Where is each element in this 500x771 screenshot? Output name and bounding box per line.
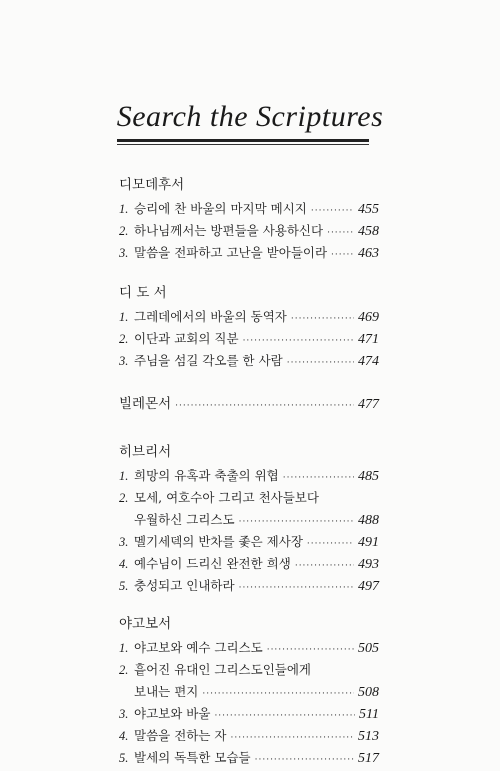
toc-entry[interactable] bbox=[119, 465, 379, 487]
toc-section-hebrews bbox=[119, 443, 379, 597]
entry-page: 505 bbox=[358, 641, 379, 656]
entry-title: 흩어진 유대인 그리스도인들에게 bbox=[134, 662, 311, 677]
entry-number: 3. bbox=[119, 707, 129, 721]
entry-page: 477 bbox=[358, 397, 379, 412]
dot-leader bbox=[287, 352, 354, 374]
section-heading: 빌레몬서 bbox=[119, 396, 172, 412]
entry-page: 491 bbox=[358, 535, 379, 550]
entry-number: 2. bbox=[119, 224, 129, 238]
entry-page: 511 bbox=[359, 707, 379, 722]
entry-title: 야고보와 바울 bbox=[134, 706, 211, 721]
entry-title: 주님을 섬길 각오를 한 사람 bbox=[134, 353, 283, 368]
entry-number: 2. bbox=[119, 663, 129, 677]
toc-section-2-timothy bbox=[119, 176, 379, 264]
entry-page: 488 bbox=[358, 513, 379, 528]
toc-entry[interactable] bbox=[119, 198, 379, 220]
title-rule-thick bbox=[117, 139, 369, 142]
entry-number: 4. bbox=[119, 729, 129, 743]
toc-entry[interactable] bbox=[119, 350, 379, 372]
dot-leader bbox=[291, 308, 354, 330]
entry-number: 2. bbox=[119, 491, 129, 505]
section-spacer bbox=[119, 597, 379, 615]
entry-title: 우월하신 그리스도 bbox=[134, 512, 235, 527]
toc-entry[interactable] bbox=[119, 328, 379, 350]
entry-page: 508 bbox=[358, 685, 379, 700]
toc-entry-continuation[interactable] bbox=[119, 509, 379, 531]
entry-title: 발세의 독특한 모습들 bbox=[134, 750, 251, 765]
toc-entry[interactable] bbox=[119, 575, 379, 597]
entry-title: 승리에 찬 바울의 마지막 메시지 bbox=[134, 201, 307, 216]
toc-entry[interactable] bbox=[119, 487, 379, 509]
title-rule-thin bbox=[117, 144, 369, 145]
entry-title: 충성되고 인내하라 bbox=[134, 578, 235, 593]
page-title: Search the Scriptures bbox=[116, 100, 384, 133]
section-heading: 디 도 서 bbox=[119, 285, 167, 301]
section-heading: 야고보서 bbox=[119, 616, 172, 632]
toc-section-philemon bbox=[119, 395, 379, 413]
dot-leader bbox=[243, 330, 354, 352]
entry-title: 말씀을 전파하고 고난을 받아들이라 bbox=[134, 245, 328, 260]
entry-number: 1. bbox=[119, 641, 129, 655]
entry-number: 3. bbox=[119, 354, 129, 368]
toc-entry[interactable] bbox=[119, 637, 379, 659]
dot-leader bbox=[202, 683, 354, 705]
entry-title: 하나님께서는 방편들을 사용하신다 bbox=[134, 223, 324, 238]
entry-title: 말씀을 전하는 자 bbox=[134, 728, 227, 743]
toc-entry[interactable] bbox=[119, 531, 379, 553]
entry-title: 예수님이 드리신 완전한 희생 bbox=[134, 556, 291, 571]
toc-entry[interactable] bbox=[119, 703, 379, 725]
dot-leader bbox=[255, 749, 354, 771]
entry-number: 5. bbox=[119, 751, 129, 765]
toc-entry-continuation[interactable] bbox=[119, 681, 379, 703]
entry-number: 3. bbox=[119, 246, 129, 260]
entry-title: 멜기세덱의 반차를 좇은 제사장 bbox=[134, 534, 303, 549]
dot-leader bbox=[214, 705, 355, 727]
dot-leader bbox=[239, 511, 354, 533]
entry-title: 보내는 편지 bbox=[134, 684, 199, 699]
entry-page: 497 bbox=[358, 579, 379, 594]
entry-title: 야고보와 예수 그리스도 bbox=[134, 640, 263, 655]
toc-entry[interactable] bbox=[119, 747, 379, 769]
toc-section-james bbox=[119, 615, 379, 769]
dot-leader bbox=[175, 397, 354, 415]
entry-number: 1. bbox=[119, 310, 129, 324]
entry-title: 그레데에서의 바울의 동역자 bbox=[134, 309, 287, 324]
entry-number: 1. bbox=[119, 202, 129, 216]
section-spacer bbox=[119, 264, 379, 284]
dot-leader bbox=[331, 244, 354, 266]
toc-entry[interactable] bbox=[119, 659, 379, 681]
entry-title: 희망의 유혹과 축출의 위협 bbox=[134, 468, 279, 483]
section-heading: 히브리서 bbox=[119, 444, 172, 460]
dot-leader bbox=[283, 467, 354, 489]
entry-number: 4. bbox=[119, 557, 129, 571]
dot-leader bbox=[295, 555, 354, 577]
section-heading: 디모데후서 bbox=[119, 177, 185, 193]
entry-number: 1. bbox=[119, 469, 129, 483]
entry-number: 3. bbox=[119, 535, 129, 549]
entry-page: 455 bbox=[358, 202, 379, 217]
entry-page: 458 bbox=[358, 224, 379, 239]
dot-leader bbox=[311, 200, 354, 222]
toc-entry[interactable] bbox=[119, 220, 379, 242]
toc-entry[interactable] bbox=[119, 242, 379, 264]
entry-page: 493 bbox=[358, 557, 379, 572]
entry-page: 517 bbox=[358, 751, 379, 766]
entry-number: 2. bbox=[119, 332, 129, 346]
toc-entry[interactable] bbox=[119, 395, 379, 413]
dot-leader bbox=[239, 577, 354, 599]
entry-title: 이단과 교회의 직분 bbox=[134, 331, 239, 346]
dot-leader bbox=[267, 639, 354, 661]
table-of-contents bbox=[119, 176, 379, 769]
entry-page: 471 bbox=[358, 332, 379, 347]
entry-page: 485 bbox=[358, 469, 379, 484]
section-spacer bbox=[119, 372, 379, 395]
entry-page: 469 bbox=[358, 310, 379, 325]
entry-page: 513 bbox=[358, 729, 379, 744]
toc-entry[interactable] bbox=[119, 306, 379, 328]
dot-leader bbox=[307, 533, 354, 555]
section-spacer bbox=[119, 417, 379, 443]
entry-page: 463 bbox=[358, 246, 379, 261]
dot-leader bbox=[327, 222, 354, 244]
entry-title: 모세, 여호수아 그리고 천사들보다 bbox=[134, 490, 319, 505]
entry-page: 474 bbox=[358, 354, 379, 369]
toc-section-titus bbox=[119, 284, 379, 372]
dot-leader bbox=[230, 727, 354, 749]
toc-entry[interactable] bbox=[119, 553, 379, 575]
entry-number: 5. bbox=[119, 579, 129, 593]
